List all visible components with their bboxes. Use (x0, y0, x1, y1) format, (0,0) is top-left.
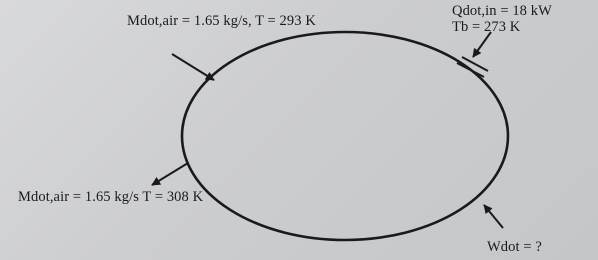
boundary-temperature-label: Tb = 273 K (452, 19, 521, 35)
inlet-arrow (172, 54, 214, 80)
outlet-flow-label: Mdot,air = 1.65 kg/s T = 308 K (18, 189, 204, 205)
boundary-hatch-mark (457, 57, 488, 77)
work-arrow (484, 205, 503, 228)
work-output-label: Wdot = ? (487, 239, 542, 255)
outlet-arrow (152, 163, 188, 185)
heat-input-label: Qdot,in = 18 kW (452, 3, 552, 19)
inlet-flow-label: Mdot,air = 1.65 kg/s, T = 293 K (127, 13, 316, 29)
heat-input-arrow (473, 32, 491, 57)
